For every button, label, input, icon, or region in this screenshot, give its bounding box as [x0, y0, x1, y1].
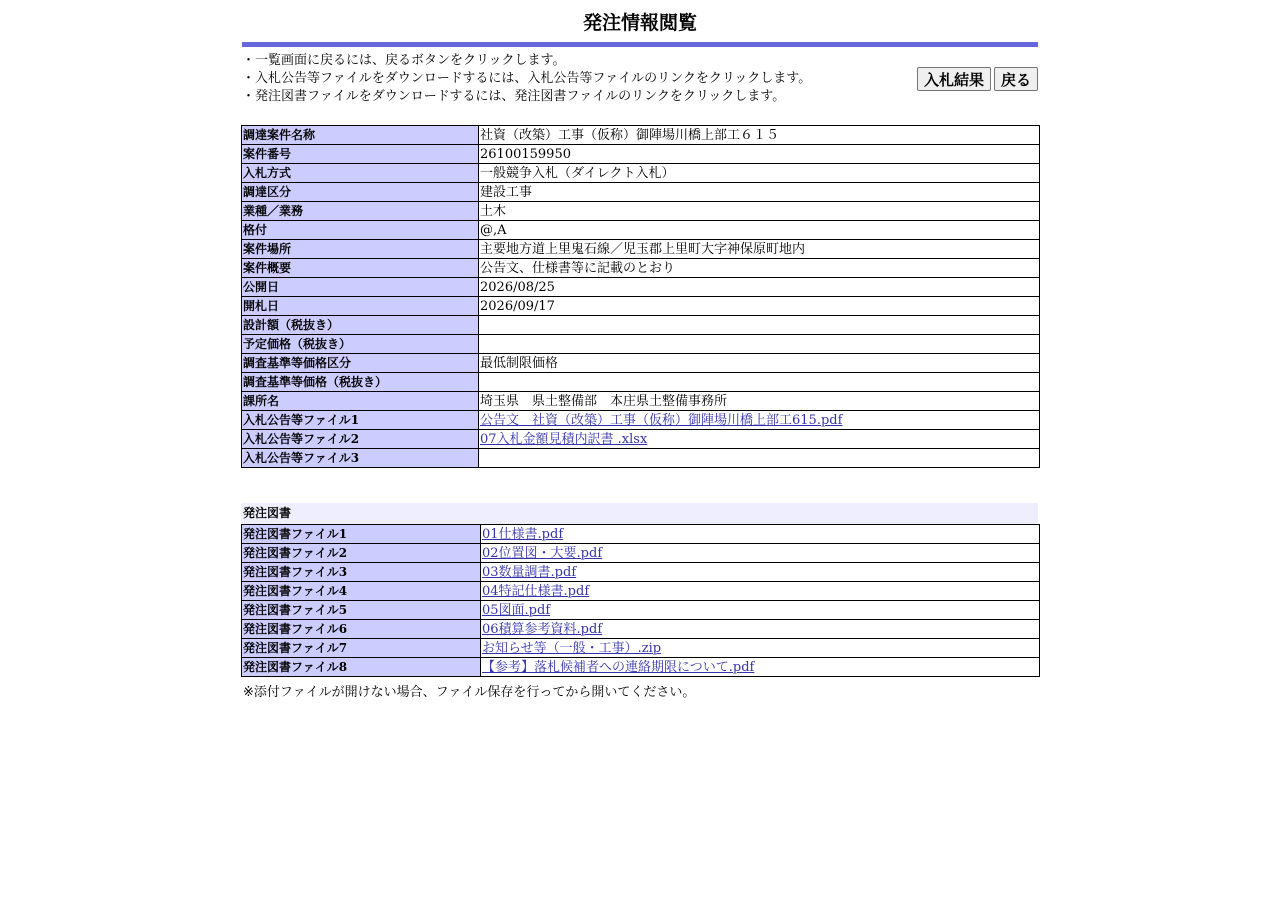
doc-file-link[interactable]: お知らせ等（一般・工事）.zip	[482, 640, 662, 656]
info-row-value	[479, 316, 1040, 335]
doc-file-link[interactable]: 06積算参考資料.pdf	[482, 621, 603, 637]
info-row	[242, 335, 1040, 354]
info-row-value: 建設工事	[479, 183, 1040, 202]
doc-file-label: 発注図書ファイル4	[242, 582, 481, 601]
info-row-label: 調査基準等価格区分	[242, 354, 479, 373]
info-row	[242, 316, 1040, 335]
doc-file-label: 発注図書ファイル1	[242, 525, 481, 544]
doc-file-row	[242, 620, 1040, 639]
doc-file-row	[242, 601, 1040, 620]
doc-file-label: 発注図書ファイル2	[242, 544, 481, 563]
action-buttons	[917, 67, 1038, 91]
info-row-label: 調達案件名称	[242, 126, 479, 145]
doc-file-label: 発注図書ファイル7	[242, 639, 481, 658]
doc-file-row	[242, 525, 1040, 544]
doc-file-link[interactable]: 01仕様書.pdf	[482, 526, 564, 542]
notice-file-row	[242, 449, 1040, 468]
info-row-value: 社資（改築）工事（仮称）御陣場川橋上部工６１５	[479, 126, 1040, 145]
info-row-value: @,A	[479, 221, 1040, 240]
doc-file-cell	[481, 582, 1040, 601]
info-row-label: 格付	[242, 221, 479, 240]
doc-file-link[interactable]: 04特記仕様書.pdf	[482, 583, 590, 599]
info-row	[242, 221, 1040, 240]
info-row-value: 埼玉県 県土整備部 本庄県土整備事務所	[479, 392, 1040, 411]
info-row	[242, 392, 1040, 411]
notice-file-label: 入札公告等ファイル3	[242, 449, 479, 468]
doc-file-row	[242, 658, 1040, 677]
doc-file-link[interactable]: 02位置図・大要.pdf	[482, 545, 603, 561]
doc-file-link[interactable]: 05図面.pdf	[482, 602, 551, 618]
page-container	[241, 0, 1039, 700]
info-row-label: 入札方式	[242, 164, 479, 183]
doc-file-cell	[481, 601, 1040, 620]
doc-file-cell	[481, 658, 1040, 677]
info-row-value	[479, 335, 1040, 354]
notice-file-cell	[479, 430, 1040, 449]
info-row-label: 調査基準等価格（税抜き）	[242, 373, 479, 392]
info-row-label: 予定価格（税抜き）	[242, 335, 479, 354]
info-row	[242, 145, 1040, 164]
info-row	[242, 240, 1040, 259]
instruction-item: ・一覧画面に戻るには、戻るボタンをクリックします。	[242, 53, 566, 68]
info-row-label: 案件概要	[242, 259, 479, 278]
doc-file-cell	[481, 620, 1040, 639]
info-row	[242, 354, 1040, 373]
doc-file-row	[242, 582, 1040, 601]
info-row-label: 開札日	[242, 297, 479, 316]
info-row-value: 公告文、仕様書等に記載のとおり	[479, 259, 1040, 278]
info-row	[242, 126, 1040, 145]
info-row-value: 主要地方道上里鬼石線／児玉郡上里町大字神保原町地内	[479, 240, 1040, 259]
info-row	[242, 297, 1040, 316]
info-row	[242, 183, 1040, 202]
info-row-label: 案件番号	[242, 145, 479, 164]
doc-file-link[interactable]: 03数量調書.pdf	[482, 564, 577, 580]
doc-file-row	[242, 563, 1040, 582]
notice-file-link[interactable]: 公告文 社資（改築）工事（仮称）御陣場川橋上部工615.pdf	[480, 412, 843, 428]
info-row	[242, 278, 1040, 297]
doc-file-label: 発注図書ファイル6	[242, 620, 481, 639]
info-row-label: 調達区分	[242, 183, 479, 202]
info-row	[242, 259, 1040, 278]
notice-file-row	[242, 411, 1040, 430]
info-row-label: 業種／業務	[242, 202, 479, 221]
doc-file-link[interactable]: 【参考】落札候補者への連絡期限について.pdf	[482, 659, 755, 675]
notice-file-cell	[479, 449, 1040, 468]
info-row-value: 2026/09/17	[479, 297, 1040, 316]
attachment-note: ※添付ファイルが開けない場合、ファイル保存を行ってから開いてください。	[243, 685, 696, 700]
info-row-value: 26100159950	[479, 145, 1040, 164]
page-title: 発注情報閲覧	[582, 12, 697, 34]
info-row	[242, 164, 1040, 183]
notice-file-row	[242, 430, 1040, 449]
info-row	[242, 202, 1040, 221]
info-row-label: 課所名	[242, 392, 479, 411]
doc-file-label: 発注図書ファイル8	[242, 658, 481, 677]
docs-section-heading: 発注図書	[241, 503, 1038, 524]
info-row	[242, 373, 1040, 392]
doc-file-label: 発注図書ファイル5	[242, 601, 481, 620]
instruction-item: ・発注図書ファイルをダウンロードするには、発注図書ファイルのリンクをクリックします。	[242, 89, 786, 104]
info-row-value: 2026/08/25	[479, 278, 1040, 297]
project-info-table	[241, 125, 1040, 468]
notice-file-link[interactable]: 07入札金額見積内訳書 .xlsx	[480, 431, 648, 447]
doc-file-cell	[481, 563, 1040, 582]
bid-result-button[interactable]: 入札結果	[917, 67, 991, 91]
notice-file-label: 入札公告等ファイル2	[242, 430, 479, 449]
doc-file-row	[242, 639, 1040, 658]
info-row-value: 最低制限価格	[479, 354, 1040, 373]
doc-file-cell	[481, 544, 1040, 563]
doc-file-cell	[481, 639, 1040, 658]
info-row-value: 一般競争入札（ダイレクト入札）	[479, 164, 1040, 183]
info-row-label: 案件場所	[242, 240, 479, 259]
notice-file-cell	[479, 411, 1040, 430]
info-row-value: 土木	[479, 202, 1040, 221]
instructions-area	[241, 47, 1039, 125]
doc-file-label: 発注図書ファイル3	[242, 563, 481, 582]
instruction-item: ・入札公告等ファイルをダウンロードするには、入札公告等ファイルのリンクをクリックします。	[242, 71, 812, 86]
doc-file-row	[242, 544, 1040, 563]
doc-file-cell	[481, 525, 1040, 544]
info-row-label: 公開日	[242, 278, 479, 297]
notice-file-label: 入札公告等ファイル1	[242, 411, 479, 430]
info-row-value	[479, 373, 1040, 392]
order-docs-table	[241, 524, 1040, 677]
info-row-label: 設計額（税抜き）	[242, 316, 479, 335]
back-button[interactable]: 戻る	[994, 67, 1038, 91]
